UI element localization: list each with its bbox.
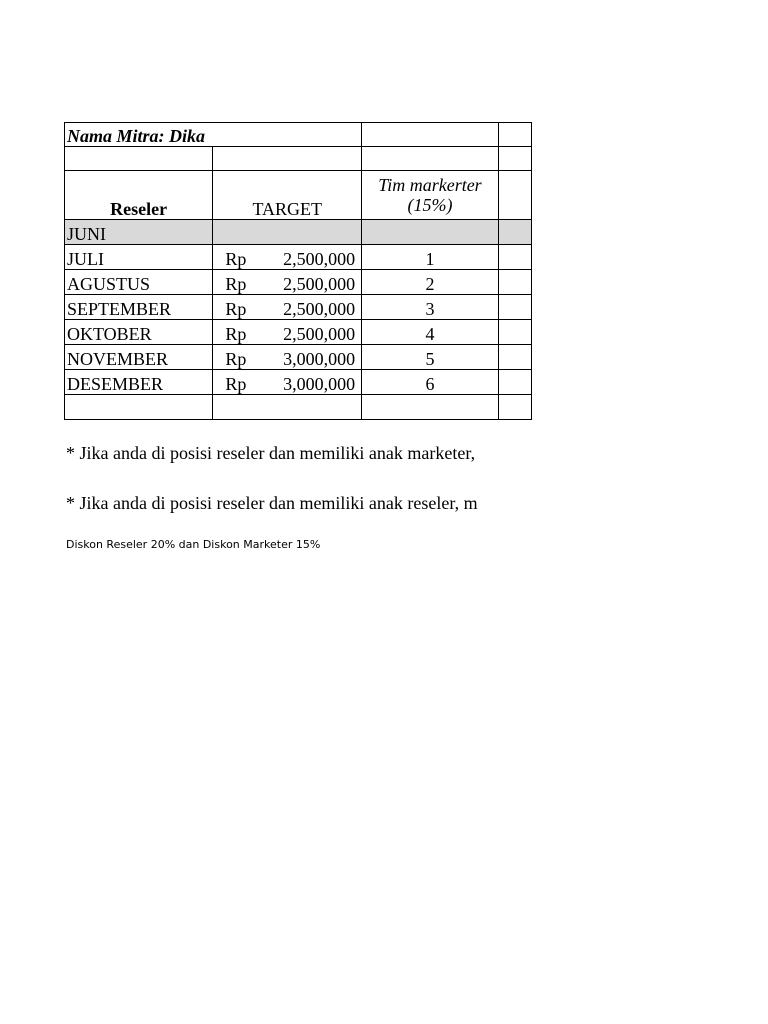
table-row [65,245,532,270]
discount-footnote: Diskon Reseler 20% dan Diskon Marketer 15% [66,538,321,551]
table-row [65,345,532,370]
marketer-count-cell[interactable]: 6 [362,370,499,395]
empty-cell[interactable] [362,395,499,420]
marketer-count-cell[interactable] [362,220,499,245]
header-target[interactable]: TARGET [213,171,362,220]
marketer-count-cell[interactable]: 5 [362,345,499,370]
target-amount: 2,500,000 [283,299,356,319]
currency-label: Rp [225,374,247,394]
target-cell[interactable] [213,270,362,295]
table-row [65,220,532,245]
empty-cell[interactable] [498,345,531,370]
marketer-count-cell[interactable]: 1 [362,245,499,270]
target-cell[interactable] [213,370,362,395]
empty-cell[interactable] [65,395,213,420]
empty-cell[interactable] [498,147,531,171]
month-cell[interactable]: SEPTEMBER [65,295,213,320]
blank-row [65,395,532,420]
partner-name-label: Nama Mitra: Dika [67,126,206,146]
empty-cell[interactable] [362,147,499,171]
target-amount: 3,000,000 [283,349,356,369]
target-cell[interactable] [213,220,362,245]
table-row [65,320,532,345]
marketer-count-cell[interactable]: 3 [362,295,499,320]
empty-cell[interactable] [498,220,531,245]
table-row [65,295,532,320]
note-marketer: * Jika anda di posisi reseler dan memiliki anak marketer, [66,443,476,463]
empty-cell[interactable] [498,320,531,345]
header-row [65,171,532,220]
target-amount: 2,500,000 [283,274,356,294]
currency-label: Rp [225,299,247,319]
note-reseler: * Jika anda di posisi reseler dan memiliki anak reseler, m [66,493,478,513]
empty-cell[interactable] [498,245,531,270]
marketer-count-cell[interactable]: 4 [362,320,499,345]
target-cell[interactable] [213,295,362,320]
empty-cell[interactable] [498,270,531,295]
partner-name-cell[interactable] [65,123,362,147]
target-cell[interactable] [213,320,362,345]
empty-cell[interactable] [498,171,531,220]
target-amount: 2,500,000 [283,249,356,269]
target-amount: 3,000,000 [283,374,356,394]
currency-label: Rp [225,249,247,269]
marketer-count-cell[interactable]: 2 [362,270,499,295]
month-cell[interactable]: JUNI [65,220,213,245]
empty-cell[interactable] [498,370,531,395]
table-row [65,270,532,295]
month-cell[interactable]: DESEMBER [65,370,213,395]
reseller-target-table [64,122,532,420]
table-row [65,370,532,395]
month-cell[interactable]: NOVEMBER [65,345,213,370]
empty-cell[interactable] [498,295,531,320]
header-tim-marketer[interactable]: Tim markerter (15%) [362,171,499,220]
target-amount: 2,500,000 [283,324,356,344]
currency-label: Rp [225,324,247,344]
target-cell[interactable] [213,245,362,270]
currency-label: Rp [225,274,247,294]
title-row [65,123,532,147]
empty-cell[interactable] [362,123,499,147]
empty-cell[interactable] [498,123,531,147]
header-reseler[interactable]: Reseler [65,171,213,220]
empty-cell[interactable] [213,395,362,420]
month-cell[interactable]: OKTOBER [65,320,213,345]
month-cell[interactable]: JULI [65,245,213,270]
blank-row [65,147,532,171]
empty-cell[interactable] [213,147,362,171]
empty-cell[interactable] [498,395,531,420]
currency-label: Rp [225,349,247,369]
target-cell[interactable] [213,345,362,370]
month-cell[interactable]: AGUSTUS [65,270,213,295]
empty-cell[interactable] [65,147,213,171]
